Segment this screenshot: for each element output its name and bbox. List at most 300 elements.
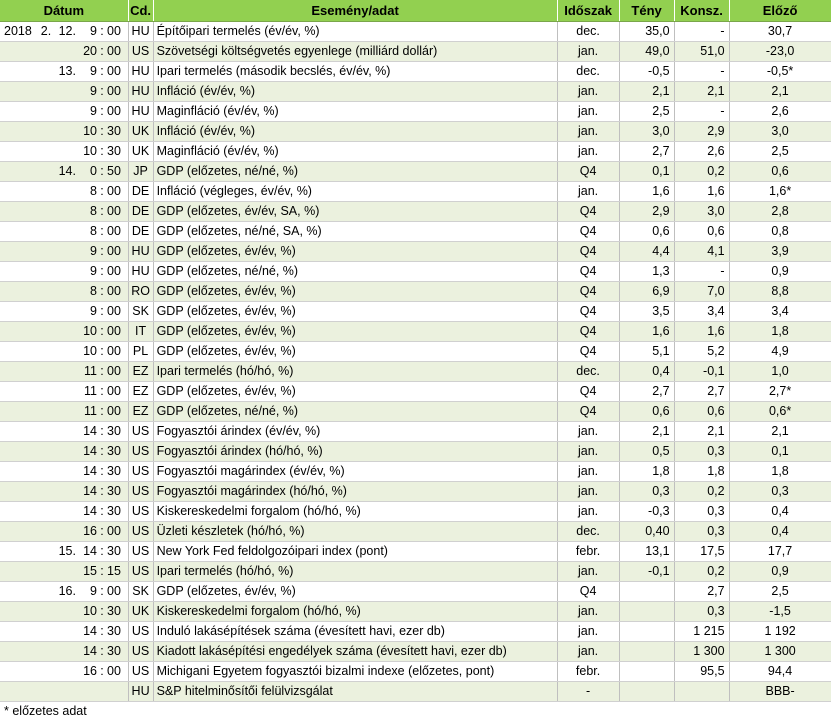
country-code: US [128,42,153,62]
time-separator: : [98,582,106,602]
actual-value: 0,1 [619,162,674,182]
date-day [56,642,78,662]
date-month [36,582,56,602]
table-row [0,562,831,582]
time-minute: 50 [106,162,128,182]
date-day [56,42,78,62]
date-year [0,362,36,382]
table-row [0,602,831,622]
header-country: Cd. [128,0,153,22]
period: jan. [557,142,619,162]
date-day [56,102,78,122]
period: jan. [557,42,619,62]
country-code: HU [128,262,153,282]
actual-value: 3,0 [619,122,674,142]
table-row [0,62,831,82]
date-year [0,482,36,502]
event-name: GDP (előzetes, né/né, %) [153,162,557,182]
previous-value: 0,4 [729,522,831,542]
table-row [0,22,831,42]
date-day [56,322,78,342]
previous-value: -0,5* [729,62,831,82]
actual-value: -0,1 [619,562,674,582]
previous-value: 2,1 [729,82,831,102]
actual-value: 2,7 [619,382,674,402]
table-row [0,502,831,522]
date-month [36,362,56,382]
event-name: GDP (előzetes, év/év, %) [153,322,557,342]
period: jan. [557,502,619,522]
date-day [56,122,78,142]
time-minute: 30 [106,422,128,442]
event-name: Michigani Egyetem fogyasztói bizalmi indexe (előzetes, pont) [153,662,557,682]
time-hour: 8 [78,182,98,202]
time-separator: : [98,42,106,62]
period: Q4 [557,222,619,242]
country-code: DE [128,202,153,222]
date-year [0,302,36,322]
consensus-value: 1,8 [674,462,729,482]
event-name: Ipari termelés (hó/hó, %) [153,362,557,382]
consensus-value: 2,1 [674,422,729,442]
date-day [56,202,78,222]
date-day [56,82,78,102]
previous-value: 30,7 [729,22,831,42]
date-year [0,42,36,62]
consensus-value: 4,1 [674,242,729,262]
previous-value: 0,9 [729,562,831,582]
date-day [56,362,78,382]
event-name: Kiadott lakásépítési engedélyek száma (évesített havi, ezer db) [153,642,557,662]
time-hour: 14 [78,502,98,522]
time-hour: 9 [78,62,98,82]
event-name: Ipari termelés (második becslés, év/év, %) [153,62,557,82]
date-year [0,82,36,102]
previous-value: 1 300 [729,642,831,662]
period: Q4 [557,262,619,282]
time-hour: 16 [78,522,98,542]
time-minute: 00 [106,22,128,42]
table-row [0,42,831,62]
time-minute: 30 [106,642,128,662]
time-separator: : [98,202,106,222]
actual-value: 1,6 [619,322,674,342]
date-year [0,322,36,342]
date-year [0,102,36,122]
consensus-value: 0,2 [674,562,729,582]
time-hour: 10 [78,142,98,162]
header-period: Időszak [557,0,619,22]
consensus-value: 1,6 [674,322,729,342]
country-code: HU [128,22,153,42]
date-year [0,562,36,582]
period: jan. [557,462,619,482]
country-code: DE [128,222,153,242]
date-month [36,442,56,462]
date-month [36,62,56,82]
date-month [36,42,56,62]
date-day [56,342,78,362]
date-day [56,442,78,462]
date-day [56,402,78,422]
time-minute: 00 [106,102,128,122]
time-separator: : [98,542,106,562]
country-code: UK [128,122,153,142]
table-row [0,442,831,462]
header-date: Dátum [0,0,128,22]
previous-value: -23,0 [729,42,831,62]
actual-value: 2,5 [619,102,674,122]
time-hour: 11 [78,402,98,422]
table-row [0,662,831,682]
date-month: 2. [36,22,56,42]
time-minute [106,682,128,702]
event-name: GDP (előzetes, év/év, %) [153,342,557,362]
time-separator: : [98,222,106,242]
consensus-value: - [674,22,729,42]
time-separator: : [98,282,106,302]
header-previous: Előző [729,0,831,22]
time-separator: : [98,342,106,362]
previous-value: 2,7* [729,382,831,402]
date-day [56,262,78,282]
date-year [0,662,36,682]
country-code: EZ [128,402,153,422]
country-code: UK [128,602,153,622]
event-name: Infláció (végleges, év/év, %) [153,182,557,202]
date-month [36,402,56,422]
time-separator: : [98,362,106,382]
date-month [36,322,56,342]
event-name: Kiskereskedelmi forgalom (hó/hó, %) [153,602,557,622]
consensus-value: 0,6 [674,222,729,242]
country-code: IT [128,322,153,342]
table-row [0,522,831,542]
time-minute: 00 [106,322,128,342]
time-hour [78,682,98,702]
date-year [0,282,36,302]
time-minute: 00 [106,262,128,282]
previous-value: 3,0 [729,122,831,142]
consensus-value: - [674,62,729,82]
actual-value: 1,3 [619,262,674,282]
time-separator: : [98,82,106,102]
table-row [0,222,831,242]
date-day: 14. [56,162,78,182]
actual-value: 2,1 [619,422,674,442]
date-year [0,262,36,282]
period: Q4 [557,322,619,342]
event-name: New York Fed feldolgozóipari index (pont) [153,542,557,562]
consensus-value: 2,1 [674,82,729,102]
time-separator: : [98,482,106,502]
period: jan. [557,482,619,502]
date-day: 13. [56,62,78,82]
event-name: GDP (előzetes, év/év, SA, %) [153,202,557,222]
time-hour: 9 [78,242,98,262]
country-code: HU [128,242,153,262]
country-code: US [128,502,153,522]
consensus-value: 2,6 [674,142,729,162]
consensus-value: 1 215 [674,622,729,642]
date-month [36,542,56,562]
event-name: GDP (előzetes, év/év, %) [153,302,557,322]
actual-value [619,662,674,682]
time-separator: : [98,442,106,462]
date-year [0,462,36,482]
time-hour: 20 [78,42,98,62]
date-year [0,642,36,662]
date-year: 2018 [0,22,36,42]
event-name: GDP (előzetes, év/év, %) [153,582,557,602]
time-separator: : [98,562,106,582]
date-day [56,482,78,502]
table-row [0,402,831,422]
country-code: HU [128,682,153,702]
event-name: Maginfláció (év/év, %) [153,142,557,162]
table-row [0,282,831,302]
date-month [36,142,56,162]
period: dec. [557,362,619,382]
previous-value: 1,6* [729,182,831,202]
date-month [36,622,56,642]
date-day [56,142,78,162]
country-code: US [128,622,153,642]
event-name: Fogyasztói magárindex (hó/hó, %) [153,482,557,502]
time-hour: 9 [78,22,98,42]
event-name: Építőipari termelés (év/év, %) [153,22,557,42]
period: jan. [557,102,619,122]
date-year [0,222,36,242]
consensus-value: 5,2 [674,342,729,362]
consensus-value: 2,9 [674,122,729,142]
date-day [56,682,78,702]
actual-value [619,642,674,662]
period: jan. [557,622,619,642]
table-row [0,82,831,102]
time-separator: : [98,602,106,622]
time-separator: : [98,142,106,162]
country-code: US [128,642,153,662]
country-code: EZ [128,362,153,382]
footnote: * előzetes adat [4,704,87,718]
time-hour: 14 [78,622,98,642]
time-separator [98,682,106,702]
table-row [0,342,831,362]
time-minute: 30 [106,622,128,642]
period: jan. [557,122,619,142]
consensus-value: 7,0 [674,282,729,302]
time-minute: 00 [106,522,128,542]
table-row [0,142,831,162]
event-name: Ipari termelés (hó/hó, %) [153,562,557,582]
consensus-value: 0,2 [674,482,729,502]
time-minute: 00 [106,202,128,222]
previous-value: 3,4 [729,302,831,322]
time-hour: 15 [78,562,98,582]
period: - [557,682,619,702]
date-year [0,242,36,262]
event-name: GDP (előzetes, né/né, %) [153,262,557,282]
consensus-value: 1,6 [674,182,729,202]
previous-value: 1,8 [729,322,831,342]
consensus-value: 2,7 [674,382,729,402]
period: Q4 [557,302,619,322]
period: jan. [557,82,619,102]
date-year [0,442,36,462]
table-row [0,202,831,222]
date-month [36,422,56,442]
period: jan. [557,182,619,202]
date-month [36,642,56,662]
actual-value: 13,1 [619,542,674,562]
consensus-value: 0,3 [674,602,729,622]
date-year [0,182,36,202]
table-row [0,102,831,122]
event-name: Induló lakásépítések száma (évesített havi, ezer db) [153,622,557,642]
country-code: US [128,542,153,562]
actual-value: 6,9 [619,282,674,302]
date-month [36,482,56,502]
time-hour: 11 [78,362,98,382]
country-code: HU [128,82,153,102]
date-day [56,302,78,322]
consensus-value: 3,4 [674,302,729,322]
actual-value: 2,9 [619,202,674,222]
time-separator: : [98,302,106,322]
time-minute: 00 [106,242,128,262]
time-hour: 14 [78,442,98,462]
time-separator: : [98,262,106,282]
date-day [56,522,78,542]
country-code: US [128,442,153,462]
country-code: US [128,422,153,442]
date-month [36,282,56,302]
time-hour: 10 [78,602,98,622]
date-year [0,142,36,162]
period: Q4 [557,202,619,222]
date-year [0,502,36,522]
time-hour: 9 [78,82,98,102]
country-code: DE [128,182,153,202]
consensus-value: -0,1 [674,362,729,382]
time-hour: 8 [78,222,98,242]
actual-value: 1,6 [619,182,674,202]
date-day [56,462,78,482]
time-separator: : [98,182,106,202]
time-hour: 10 [78,342,98,362]
table-row [0,242,831,262]
time-separator: : [98,102,106,122]
time-minute: 00 [106,42,128,62]
actual-value: 0,40 [619,522,674,542]
date-month [36,602,56,622]
previous-value: 0,4 [729,502,831,522]
event-name: Infláció (év/év, %) [153,82,557,102]
time-separator: : [98,622,106,642]
time-minute: 30 [106,602,128,622]
time-separator: : [98,462,106,482]
consensus-value: - [674,102,729,122]
time-hour: 8 [78,202,98,222]
previous-value: 1,8 [729,462,831,482]
time-separator: : [98,322,106,342]
time-hour: 10 [78,322,98,342]
table-row [0,182,831,202]
time-separator: : [98,162,106,182]
time-separator: : [98,382,106,402]
table-row [0,382,831,402]
date-year [0,622,36,642]
date-day: 15. [56,542,78,562]
date-month [36,302,56,322]
date-year [0,402,36,422]
actual-value [619,602,674,622]
time-hour: 9 [78,302,98,322]
period: Q4 [557,342,619,362]
date-month [36,382,56,402]
date-month [36,262,56,282]
time-hour: 0 [78,162,98,182]
date-day [56,622,78,642]
period: Q4 [557,282,619,302]
table-row [0,162,831,182]
event-name: Fogyasztói árindex (év/év, %) [153,422,557,442]
actual-value [619,622,674,642]
table-header-row [0,0,831,22]
time-hour: 11 [78,382,98,402]
date-day: 12. [56,22,78,42]
time-separator: : [98,122,106,142]
time-minute: 30 [106,542,128,562]
period: Q4 [557,162,619,182]
actual-value: 0,4 [619,362,674,382]
event-name: Fogyasztói árindex (hó/hó, %) [153,442,557,462]
event-name: GDP (előzetes, év/év, %) [153,242,557,262]
event-name: Fogyasztói magárindex (év/év, %) [153,462,557,482]
time-minute: 30 [106,482,128,502]
date-month [36,122,56,142]
actual-value [619,582,674,602]
actual-value: 0,6 [619,402,674,422]
consensus-value: 2,7 [674,582,729,602]
country-code: HU [128,102,153,122]
previous-value: 2,5 [729,582,831,602]
table-row [0,582,831,602]
period: Q4 [557,402,619,422]
date-day [56,422,78,442]
date-month [36,502,56,522]
table-row [0,622,831,642]
country-code: SK [128,302,153,322]
time-minute: 00 [106,362,128,382]
time-hour: 14 [78,542,98,562]
time-hour: 14 [78,422,98,442]
time-minute: 00 [106,582,128,602]
header-consensus: Konsz. [674,0,729,22]
previous-value: 1 192 [729,622,831,642]
consensus-value: 3,0 [674,202,729,222]
time-minute: 00 [106,222,128,242]
event-name: Kiskereskedelmi forgalom (hó/hó, %) [153,502,557,522]
date-month [36,202,56,222]
time-minute: 00 [106,62,128,82]
time-minute: 30 [106,442,128,462]
table-row [0,262,831,282]
table-row [0,362,831,382]
event-name: GDP (előzetes, né/né, %) [153,402,557,422]
date-month [36,182,56,202]
